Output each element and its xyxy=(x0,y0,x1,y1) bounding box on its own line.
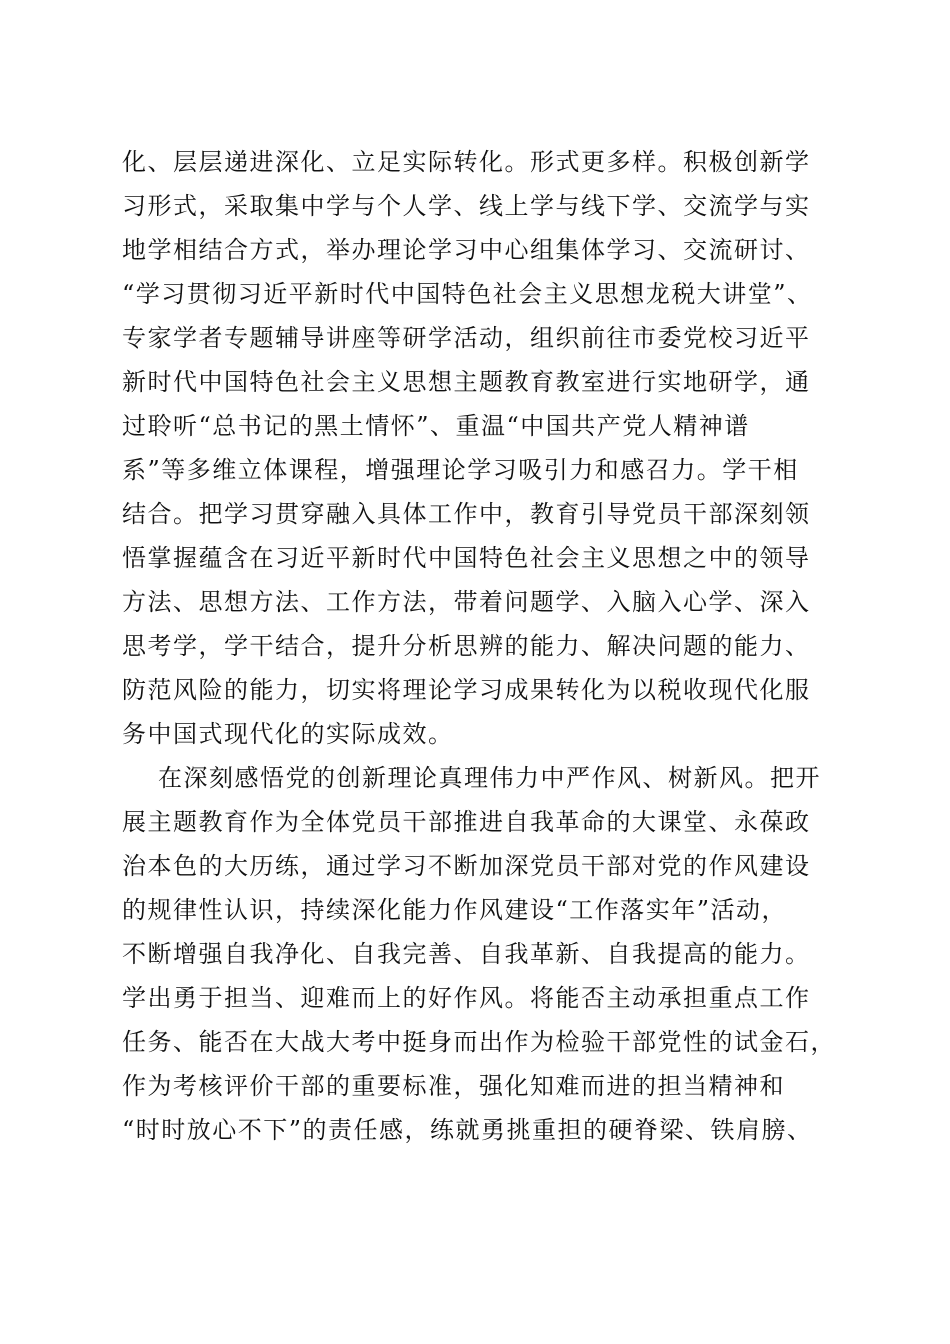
text-line: 学出勇于担当、迎难而上的好作风。将能否主动承担重点工作 xyxy=(122,984,811,1012)
text-line-first: 在深刻感悟党的创新理论真理伟力中严作风、树新风。把开 xyxy=(158,764,821,792)
document-body xyxy=(122,140,842,1152)
text-line: 悟掌握蕴含在习近平新时代中国特色社会主义思想之中的领导 xyxy=(122,544,811,572)
text-line: 不断增强自我净化、自我完善、自我革新、自我提高的能力。 xyxy=(122,940,811,968)
text-line: 作为考核评价干部的重要标准，强化知难而进的担当精神和 xyxy=(122,1072,785,1100)
text-line: 的规律性认识，持续深化能力作风建设“工作落实年”活动， xyxy=(122,896,788,924)
text-line: 务中国式现代化的实际成效。 xyxy=(122,720,454,748)
text-line: 系”等多维立体课程，增强理论学习吸引力和感召力。学干相 xyxy=(122,456,799,484)
text-line: 化、层层递进深化、立足实际转化。形式更多样。积极创新学 xyxy=(122,148,811,176)
text-line: 防范风险的能力，切实将理论学习成果转化为以税收现代化服 xyxy=(122,676,811,704)
text-line: 习形式，采取集中学与个人学、线上学与线下学、交流学与实 xyxy=(122,192,811,220)
text-line: 新时代中国特色社会主义思想主题教育教室进行实地研学，通 xyxy=(122,368,811,396)
text-line: 结合。把学习贯穿融入具体工作中，教育引导党员干部深刻领 xyxy=(122,500,811,528)
text-line: 专家学者专题辅导讲座等研学活动，组织前往市委党校习近平 xyxy=(122,324,811,352)
text-line: 思考学，学干结合，提升分析思辨的能力、解决问题的能力、 xyxy=(122,632,811,660)
text-line: 治本色的大历练，通过学习不断加深党员干部对党的作风建设 xyxy=(122,852,811,880)
text-line: “学习贯彻习近平新时代中国特色社会主义思想龙税大讲堂”、 xyxy=(122,280,813,308)
text-line: 展主题教育作为全体党员干部推进自我革命的大课堂、永葆政 xyxy=(122,808,811,836)
text-line: 地学相结合方式，举办理论学习中心组集体学习、交流研讨、 xyxy=(122,236,811,264)
paragraph-1 xyxy=(122,140,842,756)
text-line: 方法、思想方法、工作方法，带着问题学、入脑入心学、深入 xyxy=(122,588,811,616)
text-line: 过聆听“总书记的黑土情怀”、重温“中国共产党人精神谱 xyxy=(122,412,750,440)
paragraph-2 xyxy=(122,756,842,1152)
text-line: 任务、能否在大战大考中挺身而出作为检验干部党性的试金石， xyxy=(122,1028,836,1056)
text-line: “时时放心不下”的责任感，练就勇挑重担的硬脊梁、铁肩膀、 xyxy=(122,1116,813,1144)
